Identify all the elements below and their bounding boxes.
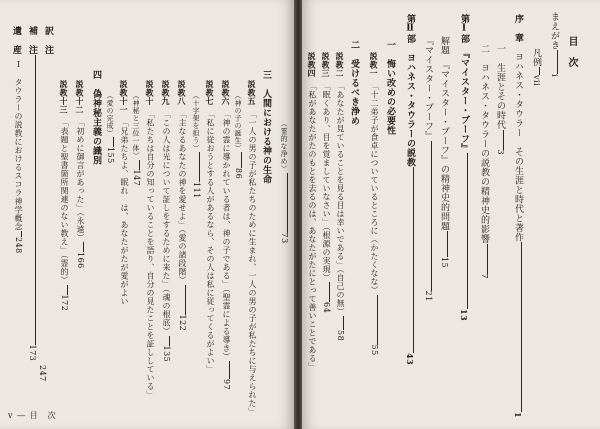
sermon-subtitle: （魂の根底） xyxy=(162,288,171,336)
page-number: 58 xyxy=(336,330,345,342)
page-number: 15 xyxy=(440,257,449,269)
page-number: 122 xyxy=(178,314,187,332)
leader-dots xyxy=(521,242,522,412)
sermon-label: 説教十一 xyxy=(119,80,129,114)
part-title: 『マイスター・ブーフ』 xyxy=(459,53,469,153)
sermon-title: 「私があなたがたのもとを去るのは、あなたがたにとって善いことである」 xyxy=(308,86,317,371)
toc-entry-kaidai xyxy=(439,36,448,268)
sermon-label: 説教一 xyxy=(369,52,379,78)
leader-dots xyxy=(287,173,288,233)
leader-dots xyxy=(83,242,84,252)
sermon-title: 「あなたが見ていることを見る目は幸いである」 xyxy=(336,86,345,269)
leader-dots xyxy=(241,152,242,168)
toc-sermon-3 xyxy=(322,52,330,313)
leader-dots xyxy=(185,285,186,315)
sermon-title: 「この人は光について証しをするために来た」 xyxy=(162,114,171,289)
right-page xyxy=(302,0,600,429)
toc-chapter-purification: 二 受けるべき浄め xyxy=(349,40,359,126)
sermon-label: 説教六 xyxy=(221,80,231,106)
leader-dots xyxy=(35,55,36,345)
toc-sermon-10-cont xyxy=(132,92,140,186)
leader-dots xyxy=(413,167,414,353)
sermon-label: 説教五 xyxy=(247,80,257,106)
sermon-subtitle: （愛の完成） xyxy=(106,92,114,137)
entry-label: 一 生涯とその時代 xyxy=(495,44,505,130)
chapter-title: ヨハネス・タウラー その生涯と時代と著作 xyxy=(513,52,523,242)
toc-sermon-10 xyxy=(146,80,154,399)
toc-entry-appendix xyxy=(14,60,22,254)
toc-entry-part1 xyxy=(459,14,468,321)
sermon-label: 説教十三 xyxy=(59,80,69,114)
toc-sermon-12 xyxy=(76,80,84,269)
leader-dots xyxy=(557,50,558,74)
page-number: 7 xyxy=(480,273,489,280)
sermon-label: 説教二 xyxy=(335,52,345,78)
toc-entry-life xyxy=(495,44,504,155)
page-number: 1 xyxy=(513,412,523,419)
page-number: 3 xyxy=(496,149,505,156)
sermon-title: 「私に従おうとする人があるなら、その人は私に従ってくるがよい」 xyxy=(206,114,215,374)
leader-dots xyxy=(431,141,432,291)
page-number: vii xyxy=(532,75,541,87)
sermon-label: 説教十 xyxy=(145,80,155,106)
sermon-subtitle: （聖霊による導き） xyxy=(222,288,231,361)
entry-label: まえがき xyxy=(549,12,559,50)
page-number: 64 xyxy=(322,302,331,314)
leader-dots xyxy=(539,67,540,75)
page-number: 172 xyxy=(60,294,69,312)
page-number: i xyxy=(550,74,559,78)
leader-dots xyxy=(343,316,344,330)
toc-entry-legacy: 遺 産 xyxy=(11,26,21,55)
leader-dots xyxy=(329,282,330,302)
sermon-label: 説教三 xyxy=(321,52,331,78)
sermon-label: 説教八 xyxy=(177,80,187,106)
sermon-label: 説教四 xyxy=(307,52,317,78)
sermon-label: 説教七 xyxy=(205,80,215,106)
part-title: ヨハネス・タウラーの説教 xyxy=(405,53,415,167)
leader-dots xyxy=(67,285,68,295)
page-number: 97 xyxy=(222,379,231,391)
toc-sermon-7-cont xyxy=(192,92,200,199)
part-label: 第Ⅰ部 xyxy=(459,14,469,44)
part-label: 第Ⅱ部 xyxy=(405,14,415,44)
toc-entry-supplementary-notes xyxy=(27,26,36,361)
sermon-label: 説教十二 xyxy=(75,80,85,114)
sermon-subtitle: （自己の無） xyxy=(336,269,345,316)
sermon-label: 説教九 xyxy=(161,80,171,106)
toc-chapter-repentance: 一 悔い改めの必要性 xyxy=(385,40,395,135)
sermon-title: 「私たちは自分の知っていることを語り、自分の見たことを証ししている」 xyxy=(146,114,155,399)
page-number: 173 xyxy=(28,344,37,362)
page-number xyxy=(307,105,315,115)
sermon-title: 「初めに御言があった」 xyxy=(76,122,85,212)
toc-sermon-8 xyxy=(178,80,186,331)
entry-label: 二 ヨハネス・タウラーの説教の精神史的影響 xyxy=(479,44,489,244)
leader-dots xyxy=(229,361,230,379)
page-number: 86 xyxy=(234,168,243,180)
sermon-title: 「一人の男の子が私たちのために生まれ、一人の男の子が私たちに与えられた」 xyxy=(248,114,257,416)
entry-label: 凡例 xyxy=(531,48,541,67)
sermon-subtitle: （霊的な浄め） xyxy=(280,120,288,173)
toc-entry-part2 xyxy=(405,14,414,365)
leader-dots xyxy=(447,231,448,257)
page-number: 43 xyxy=(405,353,415,366)
page-number: 21 xyxy=(424,290,433,302)
sermon-title: 「神の霊に導かれている者は、神の子である」 xyxy=(222,114,231,289)
leader-dots xyxy=(377,295,378,345)
sermon-subtitle xyxy=(307,52,315,105)
sermon-title-cont: は、あなたがたが愛がよい xyxy=(120,203,129,306)
toc-sermon-2 xyxy=(336,52,344,341)
book-gutter xyxy=(294,0,302,429)
page-number: 155 xyxy=(106,147,115,164)
toc-sermon-1 xyxy=(370,52,378,356)
chapter-label: 序 章 xyxy=(513,14,523,43)
page-number: 166 xyxy=(76,252,85,269)
leader-dots xyxy=(503,130,504,150)
page-number: 13 xyxy=(459,309,469,322)
sermon-title: 「十二弟子が食卓についているところに（かたくなな） xyxy=(370,86,379,295)
toc-heading: 目 次 xyxy=(566,36,577,68)
toc-sermon-4-continued xyxy=(280,120,288,244)
page-number: 73 xyxy=(280,232,289,244)
leader-dots xyxy=(169,336,170,346)
toc-entry-introduction xyxy=(513,14,522,418)
leader-dots xyxy=(139,160,140,170)
toc-chapter-divine-life: 三 人間における神の生命 xyxy=(261,70,271,184)
toc-entry-translator-notes: 訳 注 xyxy=(43,26,53,55)
sermon-subtitle: （愛の諸段階） xyxy=(178,229,187,285)
entry-label: 補 注 xyxy=(27,26,37,55)
leader-dots xyxy=(467,153,468,309)
toc-entry-maegaki xyxy=(549,12,558,77)
leader-dots xyxy=(487,244,488,274)
toc-entry-hanrei xyxy=(531,48,540,86)
toc-entry-translation xyxy=(423,36,432,302)
page-footer: v ― 目 次 xyxy=(8,411,57,420)
sermon-title: 「兄弟たちよ、眠れ xyxy=(120,122,129,195)
sermon-subtitle: （永遠） xyxy=(76,212,85,242)
entry-label: 解題 『マイスター・ブーフ』の精神史的問題 xyxy=(439,36,449,231)
page-number: 147 xyxy=(132,169,141,187)
sermon-subtitle: （神秘と三位一体） xyxy=(132,92,140,160)
leader-dots xyxy=(199,152,200,182)
toc-sermon-11-cont xyxy=(106,92,114,164)
page-number: 135 xyxy=(162,345,171,363)
entry-label: Ⅰ タウラーの説教におけるスコラ神学概念 xyxy=(14,60,23,231)
toc-sermon-13 xyxy=(60,80,68,311)
leader-dots xyxy=(113,137,114,147)
toc-sermon-5 xyxy=(248,80,256,416)
page-number: 111 xyxy=(192,182,201,199)
page-number: 248 xyxy=(14,237,23,254)
toc-sermon-5-cont xyxy=(234,92,242,179)
sermon-title: 「表題と聖書箇所関連のない教え」 xyxy=(60,122,69,255)
sermon-title: 「主なるあなたの神を愛せよ」 xyxy=(178,114,187,229)
sermon-subtitle: （霊的） xyxy=(60,254,69,285)
toc-chapter-false-mysticism: 四 偽神秘主義の識別 xyxy=(91,70,101,165)
toc-sermon-11 xyxy=(120,80,128,306)
sermon-subtitle: （神の子の誕生） xyxy=(234,92,242,152)
toc-sermon-7 xyxy=(206,80,214,374)
entry-label: 『マイスター・ブーフ』 xyxy=(423,36,433,141)
page-number: 55 xyxy=(370,344,379,356)
sermon-subtitle: （十字架を担う） xyxy=(192,92,200,152)
sermon-title: 「眠くあり、目を覚ましていなさい」（根源の実現） xyxy=(322,86,331,282)
toc-page-number-aux: 247 xyxy=(38,365,47,382)
left-page xyxy=(0,0,294,429)
toc-sermon-6 xyxy=(222,80,230,390)
toc-sermon-9 xyxy=(162,80,170,362)
toc-entry-influence xyxy=(479,44,488,279)
